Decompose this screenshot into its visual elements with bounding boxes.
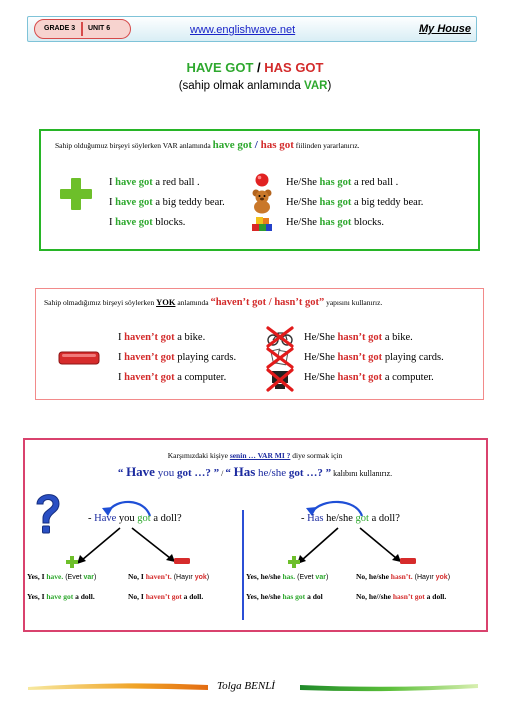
has-got-sentence-2: He/She has got a big teddy bear. — [286, 197, 424, 208]
vertical-divider — [242, 510, 244, 620]
site-link[interactable]: www.englishwave.net — [190, 24, 296, 36]
section1-intro: Sahip olduğumuz birşeyi söylerken VAR anlamında have got / has got fiilinden yararlanırız. — [55, 139, 360, 151]
has-got-sentence-3: He/She has got blocks. — [286, 217, 385, 228]
unit-label: UNIT 6 — [88, 25, 111, 32]
answer-left-short-yes: Yes, I have. (Evet var) — [27, 572, 97, 581]
answer-left-long-no: No, I haven’t got a doll. — [128, 592, 204, 601]
crossed-bike-icon — [266, 326, 294, 348]
havent-got-sentence-3: I haven’t got a computer. — [118, 372, 227, 383]
author-name: Tolga BENLİ — [217, 680, 275, 692]
question-have-you: - Have you got a doll? — [88, 513, 182, 524]
crossed-computer-icon — [266, 368, 294, 392]
section3-intro-line2: “ Have you got …? ” / “ Has he/she got …? ” kalıbını kullanırız. — [117, 464, 393, 479]
answer-right-short-no: No, he/she hasn’t. (Hayır yok) — [356, 572, 451, 581]
section3-intro-line1: Karşımızdaki kişiye senin … VAR MI ? diye sormak için — [167, 451, 343, 460]
badge-divider — [81, 22, 83, 36]
footer-stripe-left — [28, 680, 208, 694]
page-subtitle: (sahip olmak anlamında VAR) — [178, 80, 332, 92]
answer-branch-left — [60, 526, 210, 570]
minus-icon — [58, 351, 100, 365]
teddy-bear-icon — [250, 188, 274, 214]
answer-right-long-yes: Yes, he/she has got a dol — [246, 592, 323, 601]
hasnt-got-sentence-2: He/She hasn’t got playing cards. — [304, 352, 444, 363]
have-got-sentence-1: I have got a red ball . — [109, 177, 200, 188]
hasnt-got-sentence-1: He/She hasn’t got a bike. — [304, 332, 413, 343]
have-got-sentence-3: I have got blocks. — [109, 217, 186, 228]
grade-unit-badge — [34, 19, 131, 39]
answer-branch-right — [280, 526, 430, 570]
answer-left-short-no: No, I haven’t. (Hayır yok) — [128, 572, 210, 581]
footer-stripe-right — [300, 680, 478, 694]
has-got-sentence-1: He/She has got a red ball . — [286, 177, 399, 188]
havent-got-sentence-1: I haven’t got a bike. — [118, 332, 206, 343]
answer-right-short-yes: Yes, he/she has. (Evet var) — [246, 572, 329, 581]
blocks-icon — [251, 216, 273, 232]
topic-title: My House — [419, 23, 471, 35]
plus-icon — [60, 178, 92, 210]
page-title: HAVE GOT / HAS GOT — [186, 60, 324, 75]
have-got-sentence-2: I have got a big teddy bear. — [109, 197, 225, 208]
hasnt-got-sentence-3: He/She hasn’t got a computer. — [304, 372, 434, 383]
section2-intro: Sahip olmadığımız birşeyi söylerken YOK anlamında “haven’t got / hasn’t got” yapısını kullanırız. — [44, 297, 383, 308]
havent-got-sentence-2: I haven’t got playing cards. — [118, 352, 237, 363]
answer-left-long-yes: Yes, I have got a doll. — [27, 592, 95, 601]
answer-right-long-no: No, he//she hasn’t got a doll. — [356, 592, 447, 601]
red-ball-icon — [254, 172, 270, 188]
grade-label: GRADE 3 — [44, 25, 76, 32]
question-has-he-she: - Has he/she got a doll? — [301, 513, 400, 524]
crossed-cards-icon — [266, 347, 294, 369]
